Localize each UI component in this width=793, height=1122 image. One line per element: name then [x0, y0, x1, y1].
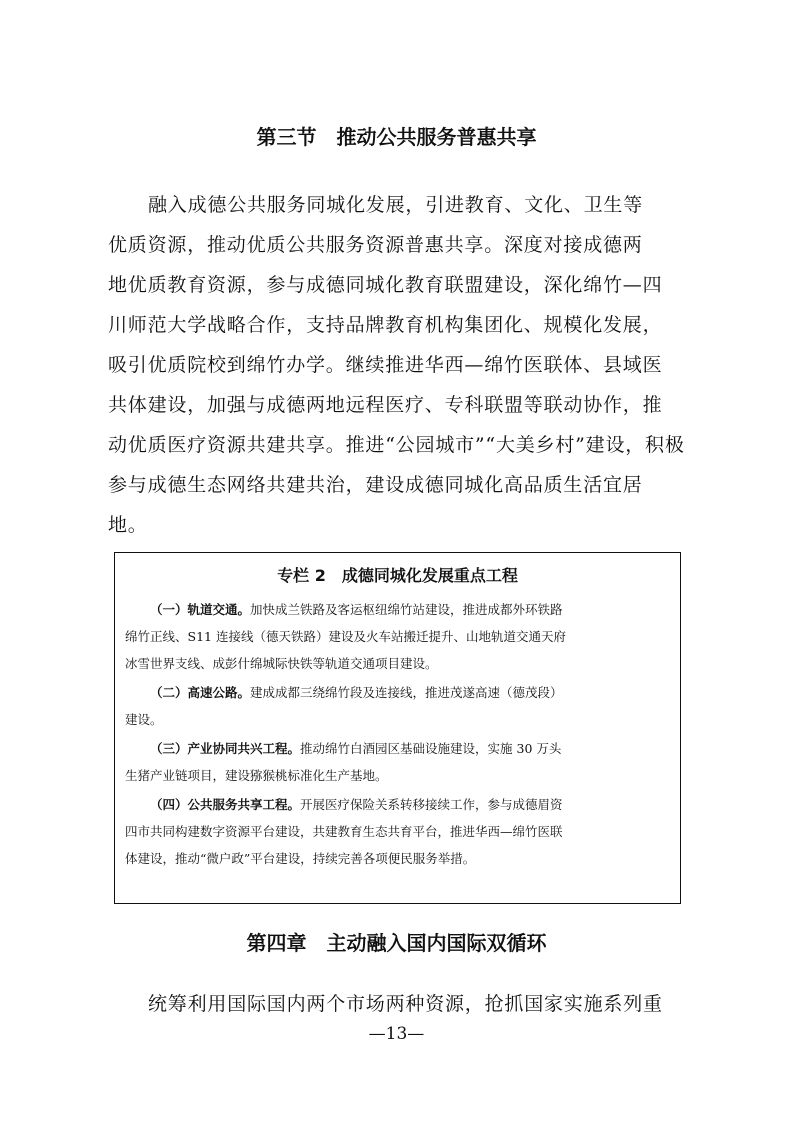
- item-line: 四市共同构建数字资源平台建设，共建教育生态共育平台，推进华西—绵竹医联: [125, 824, 563, 839]
- item-line: 绵竹正线、S11 连接线（德天铁路）建设及火车站搬迁提升、山地轨道交通天府: [125, 629, 566, 644]
- key-projects-box: [114, 552, 681, 904]
- paragraph-line: 吸引优质院校到绵竹办学。继续推进华西—绵竹医联体、县域医: [108, 354, 663, 376]
- item-text: 推动绵竹白酒园区基础设施建设，实施 30 万头: [300, 741, 562, 756]
- item-heading: （四）公共服务共享工程。: [150, 797, 301, 812]
- item-text: 加快成兰铁路及客运枢纽绵竹站建设，推进成都外环铁路: [250, 602, 563, 617]
- paragraph-line: 融入成德公共服务同城化发展，引进教育、文化、卫生等: [148, 194, 644, 216]
- chapter-first-line: 统筹利用国际国内两个市场两种资源，抢抓国家实施系列重: [148, 993, 663, 1015]
- paragraph-line: 动优质医疗资源共建共享。推进“公园城市”“大美乡村”建设，积极: [108, 434, 685, 456]
- project-item-highway: [125, 679, 670, 733]
- item-line: 体建设，推动“微户政”平台建设，持续完善各项便民服务举措。: [125, 851, 476, 866]
- project-item-industry: [125, 735, 670, 789]
- item-line: 生猪产业链项目，建设猕猴桃标准化生产基地。: [125, 768, 388, 783]
- item-text: 开展医疗保险关系转移接续工作，参与成德眉资: [300, 797, 563, 812]
- box-title: 专栏 2 成德同城化发展重点工程: [277, 566, 518, 585]
- paragraph-line: 参与成德生态网络共建共治，建设成德同城化高品质生活宜居: [108, 474, 643, 496]
- item-text: 建成成都三绕绵竹段及连接线，推进茂遂高速（德茂段）: [250, 685, 563, 700]
- body-paragraph: [108, 185, 690, 545]
- item-line: 建设。: [125, 712, 163, 727]
- paragraph-line: 优质资源，推动优质公共服务资源普惠共享。深度对接成德两: [108, 234, 643, 256]
- chapter-title: 第四章 主动融入国内国际双循环: [246, 931, 547, 955]
- item-first-line: [125, 596, 670, 623]
- page-number: —13—: [368, 1024, 425, 1044]
- item-heading: （三）产业协同共兴工程。: [150, 741, 301, 756]
- item-first-line: [125, 679, 670, 706]
- project-item-rail: [125, 596, 670, 677]
- item-heading: （一）轨道交通。: [150, 602, 251, 617]
- paragraph-line: 川师范大学战略合作，支持品牌教育机构集团化、规模化发展，: [108, 314, 663, 336]
- item-line: 冰雪世界支线、成彭什绵城际快铁等轨道交通项目建设。: [125, 656, 438, 671]
- project-item-public-service: [125, 791, 670, 872]
- item-first-line: [125, 791, 670, 818]
- item-first-line: [125, 735, 670, 762]
- paragraph-line: 地。: [108, 514, 148, 536]
- section-title: 第三节 推动公共服务普惠共享: [256, 125, 537, 149]
- paragraph-line: 地优质教育资源，参与成德同城化教育联盟建设，深化绵竹—四: [108, 274, 663, 296]
- paragraph-line: 共体建设，加强与成德两地远程医疗、专科联盟等联动协作，推: [108, 394, 663, 416]
- item-heading: （二）高速公路。: [150, 685, 251, 700]
